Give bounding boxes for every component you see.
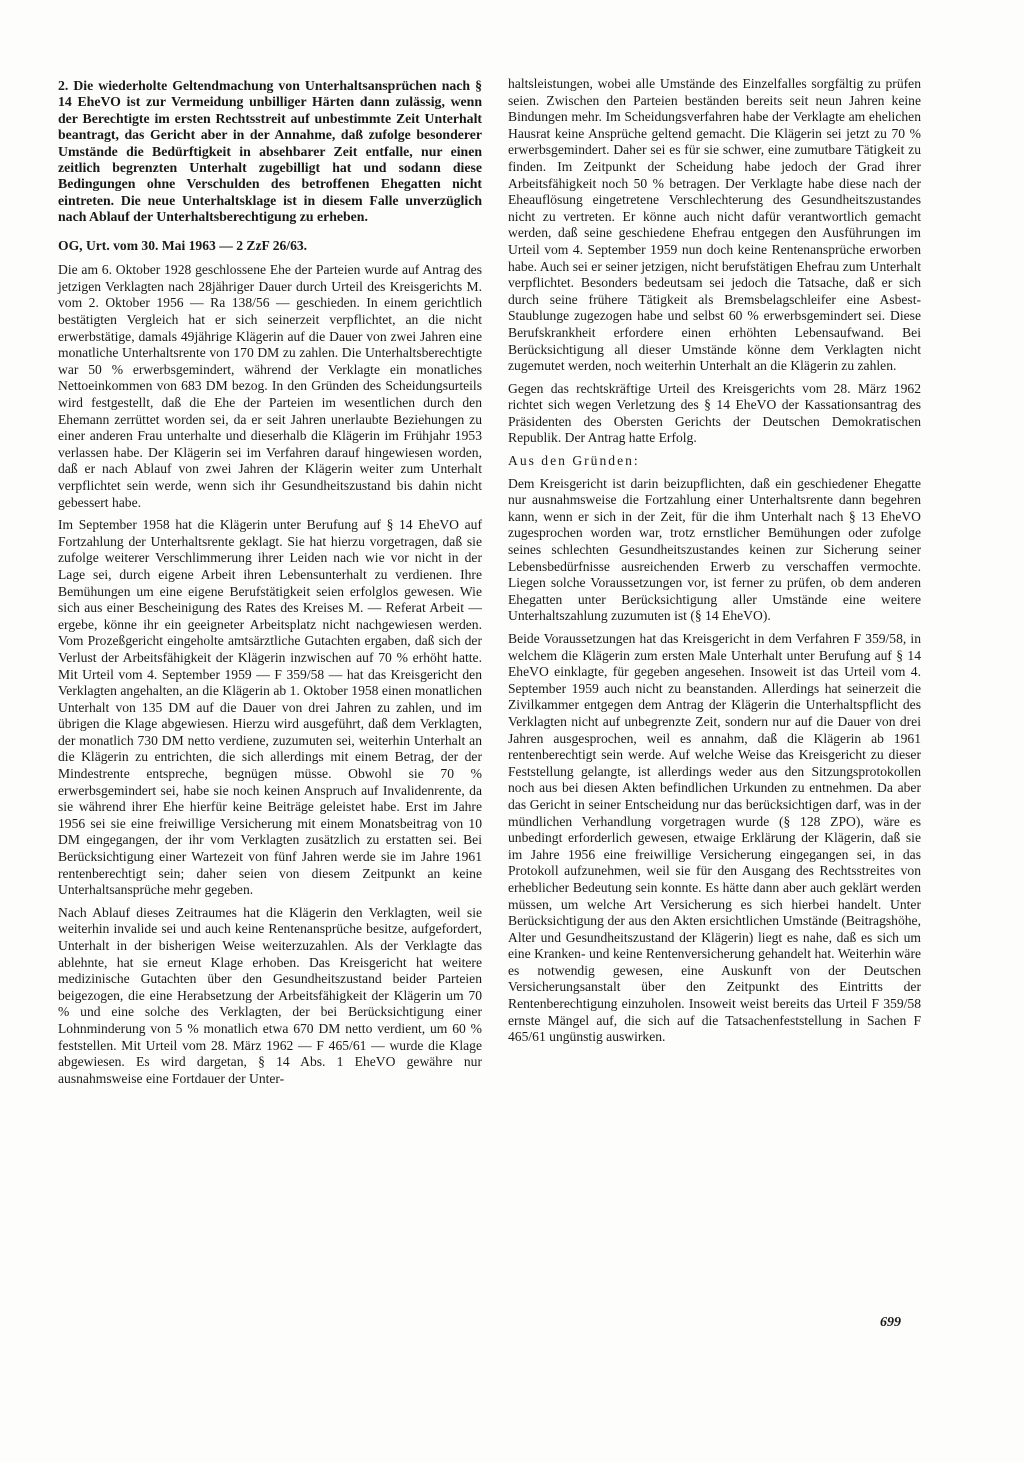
headnote: 2. Die wiederholte Geltendmachung von Unterhaltsansprüchen nach § 14 EheVO ist zur Vermeidung unbilliger Härten dann zulässig, wenn der Berechtigte im ersten Rechtsstreit auf unbestimmte Zeit Unterhalt beantragt, das Gericht aber in der Annahme, daß zufolge besonderer Umstände die Bedürftigkeit in absehbarer Zeit entfalle, nur einen zeitlich begrenzten Unterhalt zugebilligt hat und sodann diese Bedingungen ohne Verschulden des betroffenen Ehegatten nicht eintreten. Die neue Unterhaltsklage ist in diesem Falle unverzüglich nach Ablauf der Unterhaltsberechtigung zu erheben. bbox=[58, 78, 482, 225]
paragraph: Gegen das rechtskräftige Urteil des Kreisgerichts vom 28. März 1962 richtet sich wegen Verletzung des § 14 EheVO der Kassationsantrag des Präsidenten des Obersten Gerichts der Deutschen Demokratischen Republik. Der Antrag hatte Erfolg. bbox=[508, 380, 921, 446]
paragraph: haltsleistungen, wobei alle Umstände des Einzelfalles sorgfältig zu prüfen seien. Zwischen den Parteien beständen bereits seit neun Jahren keine Bindungen mehr. Im Scheidungsverfahren habe der Verklagte am ehelichen Hausrat keine Ansprüche geltend gemacht. Die Klägerin sei jetzt zu 70 % erwerbsgemindert. Daher sei es für sie schwer, eine zumutbare Tätigkeit zu finden. Im Zeitpunkt der Scheidung habe jedoch der Grad ihrer Arbeitsfähigkeit noch 50 % betragen. Der Verklagte habe diese nach der Eheauflösung eingetretene Verschlechterung des Gesundheitszustandes nicht zu vertreten. Er könne auch nicht dafür verantwortlich gemacht werden, daß seine geschiedene Ehefrau entgegen den Ausführungen im Urteil vom 4. September 1959 nun doch keine Rentenansprüche erworben habe. Auch sei er seiner jetzigen, nicht berufstätigen Ehefrau zum Unterhalt verpflichtet. Besonders bedeutsam sei jedoch die Tatsache, daß er sich durch seine frühere Tätigkeit als Bremsbelagschleifer eine Asbest-Staublunge zugezogen habe und selbst 60 % erwerbsgemindert sei. Diese Berufskrankheit erfordere einen erhöhten Lebensaufwand. Bei Berücksichtigung all dieser Umstände könne dem Verklagten nicht zugemutet werden, noch weiterhin Unterhalt an die Klägerin zu zahlen. bbox=[508, 76, 921, 374]
paragraph: Nach Ablauf dieses Zeitraumes hat die Klägerin den Verklagten, weil sie weiterhin invalide sei und auch keine Rentenansprüche besitze, aufgefordert, Unterhalt in der bisherigen Weise weiterzuzahlen. Als der Verklagte das ablehnte, hat sie erneut Klage erhoben. Das Kreisgericht hat weitere medizinische Gutachten über den Gesundheitszustand beider Parteien beigezogen, die eine Herabsetzung der Arbeitsfähigkeit der Klägerin um 70 % und eine solche des Verklagten, der bei Berücksichtigung einer Lohnminderung von 5 % monatlich etwa 670 DM netto verdient, um 60 % feststellen. Mit Urteil vom 28. März 1962 — F 465/61 — wurde die Klage abgewiesen. Es wird dargetan, § 14 Abs. 1 EheVO gewähre nur ausnahmsweise eine Fortdauer der Unter- bbox=[58, 904, 482, 1086]
left-column bbox=[58, 78, 482, 1093]
reasons-heading: Aus den Gründen: bbox=[508, 453, 640, 469]
court-citation: OG, Urt. vom 30. Mai 1963 — 2 ZzF 26/63. bbox=[58, 237, 308, 253]
paragraph: Dem Kreisgericht ist darin beizupflichten, daß ein geschiedener Ehegatte nur ausnahmsweise die Fortzahlung einer Unterhaltsrente dann begehren kann, wenn er sich in der Zeit, für die ihm Unterhalt nach § 13 EheVO zugesprochen worden war, trotz ernstlicher Bemühungen oder zufolge seines schlechten Gesundheitszustandes keinen zur Sicherung seiner Lebensbedürfnisse ausreichenden Erwerb zu verschaffen vermochte. Liegen solche Voraussetzungen vor, ist ferner zu prüfen, ob dem anderen Ehegatten unter Berücksichtigung aller Umstände eine weitere Unterhaltszahlung zuzumuten ist (§ 14 EheVO). bbox=[508, 475, 921, 624]
paragraph: Die am 6. Oktober 1928 geschlossene Ehe der Parteien wurde auf Antrag des jetzigen Verklagten nach 28jähriger Dauer durch Urteil des Kreisgerichts M. vom 2. Oktober 1956 — Ra 138/56 — geschieden. In einem gerichtlich bestätigten Vergleich hat er sich seinerzeit verpflichtet, an die nicht erwerbstätige, damals 49jährige Klägerin auf die Dauer von zwei Jahren eine monatliche Unterhaltsrente von 170 DM zu zahlen. Die Unterhaltsberechtigte war 50 % erwerbsgemindert, während der Verklagte ein monatliches Nettoeinkommen von 683 DM bezog. In den Gründen des Scheidungsurteils wird festgestellt, daß die Ehe der Parteien im wesentlichen durch den Ehemann zerrüttet worden sei, da er seit Jahren unerlaubte Beziehungen zu einer anderen Frau unterhalte und dieserhalb die Klägerin im Frühjahr 1953 verlassen habe. Der Klägerin sei im Verfahren darauf hingewiesen worden, daß er nach Ablauf von zwei Jahren der Klägerin weiter zum Unterhalt verpflichtet sein werde, wenn sich ihr Gesundheitszustand bis dahin nicht gebessert habe. bbox=[58, 262, 482, 510]
paragraph: Beide Voraussetzungen hat das Kreisgericht in dem Verfahren F 359/58, in welchem die Klägerin zum ersten Male Unterhalt unter Berufung auf § 14 EheVO einklagte, für gegeben angesehen. Insoweit ist das Urteil vom 4. September 1959 auch nicht zu beanstanden. Allerdings hat seinerzeit die Zivilkammer entgegen dem Antrag der Klägerin die Unterhaltspflicht des Verklagten nicht auf unbegrenzte Zeit, sondern nur auf die Dauer von drei Jahren ausgesprochen, weil es annahm, daß die Klägerin ab 1961 rentenberechtigt sein werde. Auf welche Weise das Kreisgericht zu dieser Feststellung gelangte, ist allerdings weder aus den Sitzungsprotokollen noch aus bei diesen Akten befindlichen Urkunden zu entnehmen. Da aber das Gericht in seiner Entscheidung nur das berücksichtigen darf, was in der mündlichen Verhandlung vorgetragen wurde (§ 128 ZPO), wäre es unbedingt erforderlich gewesen, etwaige Erklärung der Klägerin, daß sie im Jahre 1956 eine freiwillige Versicherung eingegangen sei, in das Protokoll aufzunehmen, weil sie für den Ausgang des Rechtsstreites von erheblicher Bedeutung sein konnte. Es hätte dann aber auch geklärt werden müssen, um welche Art Versicherung es sich hierbei handelt. Unter Berücksichtigung der aus den Akten ersichtlichen Umstände (Beitragshöhe, Alter und Gesundheitszustand der Klägerin) liegt es nahe, daß es sich um eine Kranken- und keine Rentenversicherung gehandelt hat. Weiterhin wäre es notwendig gewesen, eine Auskunft von der Deutschen Versicherungsanstalt über den Zeitpunkt des Eintritts der Rentenberechtigung einzuholen. Insoweit weist bereits das Urteil F 359/58 ernste Mängel auf, die sich auf die Tatsachenfeststellung in Sachen F 465/61 ungünstig auswirken. bbox=[508, 631, 921, 1045]
paragraph: Im September 1958 hat die Klägerin unter Berufung auf § 14 EheVO auf Fortzahlung der Unterhaltsrente geklagt. Sie hat hierzu vorgetragen, daß sie zufolge weiterer Verschlimmerung ihrer Leiden nach wie vor nicht in der Lage sei, durch eigene Arbeit ihren Lebensunterhalt zu verdienen. Ihre Bemühungen um eine eigene Berufstätigkeit seien erfolglos gewesen. Wie sich aus einer Bescheinigung des Rates des Kreises M. — Referat Arbeit — ergebe, könne ihr ein geeigneter Arbeitsplatz nicht nachgewiesen werden. Vom Prozeßgericht eingeholte amtsärztliche Gutachten ergaben, daß sich der Verlust der Arbeitsfähigkeit der Klägerin inzwischen auf 70 % erhöht hatte. Mit Urteil vom 4. September 1959 — F 359/58 — hat das Kreisgericht den Verklagten angehalten, an die Klägerin ab 1. Oktober 1958 einen monatlichen Unterhalt von 135 DM auf die Dauer von drei Jahren zu zahlen, und im übrigen die Klage abgewiesen. Hierzu wird ausgeführt, daß dem Verklagten, der monatlich 730 DM netto verdiene, zuzumuten sei, weiterhin Unterhalt an die Klägerin zu entrichten, die sich allerdings mit einem Betrag, der der Mindestrente entspreche, begnügen müsse. Obwohl sie 70 % erwerbsgemindert sei, habe sie noch keinen Anspruch auf Invalidenrente, da sie während ihrer Ehe hierfür keine Beiträge geleistet habe. Erst im Jahre 1956 sei sie eine freiwillige Versicherung mit einem Monatsbeitrag von 10 DM eingegangen, der ihr vom Verklagten zusätzlich zu erstatten sei. Bei Berücksichtigung einer Wartezeit von fünf Jahren werde sie im Jahre 1961 rentenberechtigt sein; daher seien von diesem Zeitpunkt an keine Unterhaltsansprüche mehr gegeben. bbox=[58, 517, 482, 898]
right-column bbox=[508, 76, 921, 1052]
page-number: 699 bbox=[880, 1315, 901, 1330]
